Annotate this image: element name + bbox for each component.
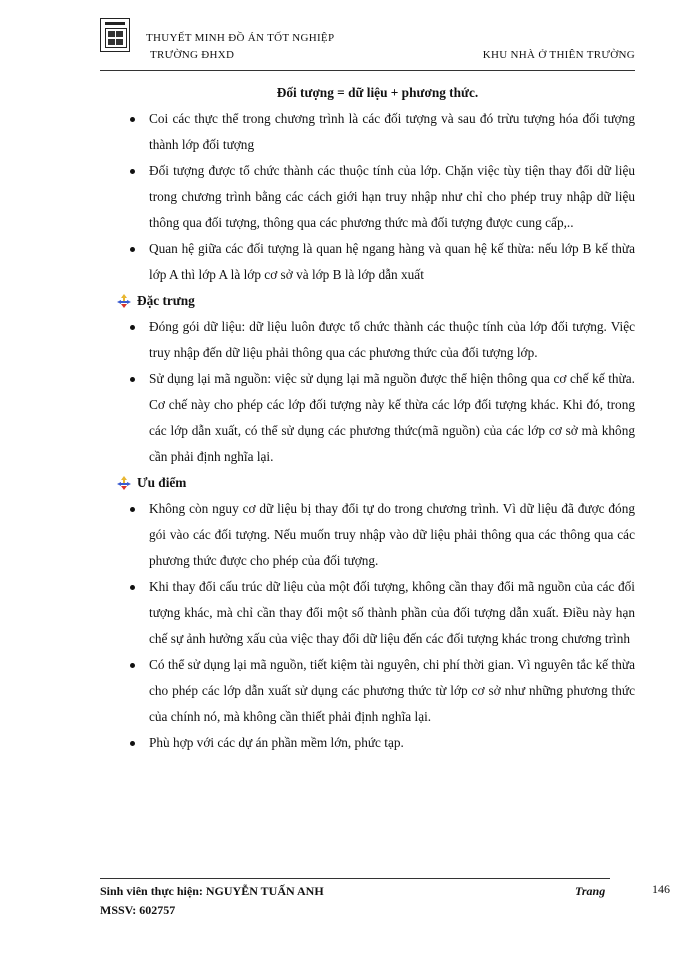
header-thesis-title: THUYẾT MINH ĐỒ ÁN TỐT NGHIỆP bbox=[146, 32, 335, 44]
list-item: Khi thay đổi cấu trúc dữ liệu của một đối tượng, không cần thay đổi mã nguồn của các đối tượng khác, mà chỉ cần thay đổi một số thành phần của đối tượng dẫn xuất. Điều này hạn chế sự ảnh hưởng xấu của việc thay đổi dữ liệu đến các đối tượng khác trong chương trình bbox=[120, 574, 635, 652]
section-heading-features bbox=[117, 288, 635, 314]
formula-title: Đối tượng = dữ liệu + phương thức. bbox=[276, 85, 479, 100]
intro-list bbox=[120, 106, 635, 288]
list-item: Sử dụng lại mã nguồn: việc sử dụng lại mã nguồn được thể hiện thông qua cơ chế kế thừa. Cơ chế này cho phép các lớp đối tượng này kế thừa các lớp đối tượng khác. Khi đó, trong các lớp dẫn xuất, có thể sử dụng các phương thức(mã nguồn) của các lớp cơ sở mà không cần phải định nghĩa lại. bbox=[120, 366, 635, 470]
list-item: Có thể sử dụng lại mã nguồn, tiết kiệm tài nguyên, chi phí thời gian. Vì nguyên tắc kế thừa cho phép các lớp dẫn xuất sử dụng các phương thức từ lớp cơ sở như những phương thức của chính nó, mà không cần thiết phải định nghĩa lại. bbox=[120, 652, 635, 730]
university-logo bbox=[100, 18, 130, 52]
page-header bbox=[100, 14, 635, 72]
list-item: Không còn nguy cơ dữ liệu bị thay đổi tự do trong chương trình. Vì dữ liệu đã được đóng gói vào các đối tượng. Nếu muốn truy nhập vào dữ liệu phải thông qua các thông qua các phương thức được cho phép của đối tượng. bbox=[120, 496, 635, 574]
header-rule bbox=[100, 70, 635, 71]
advantages-list bbox=[120, 496, 635, 756]
list-item: Đóng gói dữ liệu: dữ liệu luôn được tổ chức thành các thuộc tính của lớp đối tượng. Việc truy nhập đến dữ liệu phải thông qua các phương thức của đối tượng lớp. bbox=[120, 314, 635, 366]
arrow-cross-icon bbox=[117, 294, 131, 308]
page-number: 146 bbox=[652, 882, 670, 896]
footer-page-label: Trang bbox=[575, 884, 606, 898]
list-item: Coi các thực thể trong chương trình là các đối tượng và sau đó trừu tượng hóa đối tượng thành lớp đối tượng bbox=[120, 106, 635, 158]
section-heading-advantages bbox=[117, 470, 635, 496]
header-university: TRƯỜNG ĐHXD bbox=[150, 49, 235, 61]
features-list bbox=[120, 314, 635, 470]
list-item: Đối tượng được tổ chức thành các thuộc tính của lớp. Chặn việc tùy tiện thay đổi dữ liệu trong chương trình bằng các cách giới hạn truy nhập như chỉ cho phép truy nhập dữ liệu thông qua đối tượng, thông qua các phương thức mà đối tượng được cung cấp,.. bbox=[120, 158, 635, 236]
list-item: Quan hệ giữa các đối tượng là quan hệ ngang hàng và quan hệ kế thừa: nếu lớp B kế thừa lớp A thì lớp A là lớp cơ sở và lớp B là lớp dẫn xuất bbox=[120, 236, 635, 288]
list-item: Phù hợp với các dự án phần mềm lớn, phức tạp. bbox=[120, 730, 635, 756]
footer-rule bbox=[100, 878, 610, 879]
page-content bbox=[120, 80, 635, 756]
section-heading-text: Ưu điểm bbox=[137, 475, 187, 490]
header-project-name: KHU NHÀ Ở THIÊN TRƯỜNG bbox=[482, 49, 635, 61]
arrow-cross-icon bbox=[117, 476, 131, 490]
section-heading-text: Đặc trưng bbox=[137, 293, 195, 308]
footer-student-id: MSSV: 602757 bbox=[100, 903, 176, 917]
footer-author: Sinh viên thực hiện: NGUYỄN TUẤN ANH bbox=[100, 884, 324, 898]
